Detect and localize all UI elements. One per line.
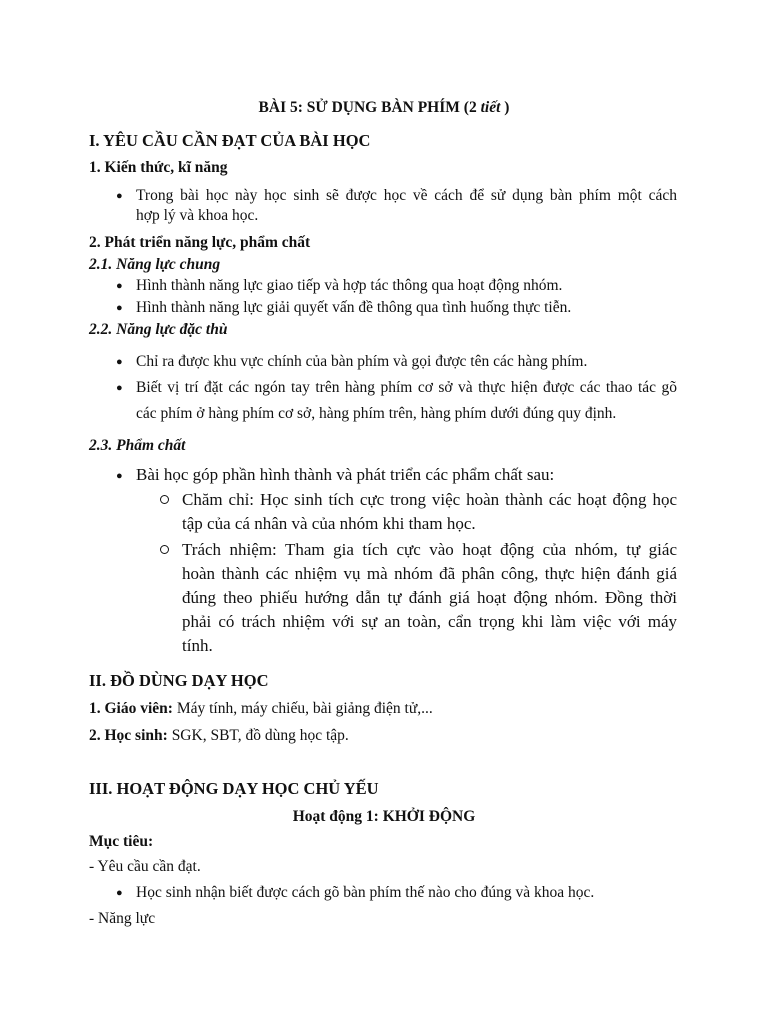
student-materials: [89, 726, 349, 746]
diligence-line1: Chăm chỉ: Học sinh tích cực trong việc hoàn thành các hoạt động học: [182, 490, 677, 509]
general-competency-heading: 2.1. Năng lực chung: [89, 256, 221, 273]
lesson-title: BÀI 5: SỬ DỤNG BÀN PHÍM (2 tiết ): [258, 99, 510, 116]
responsibility-line4: phải có trách nhiệm với sự an toàn, cẩn trọng khi làm việc với máy: [182, 612, 677, 631]
section-3-heading: III. HOẠT ĐỘNG DẠY HỌC CHỦ YẾU: [89, 779, 379, 798]
activity-1-heading: Hoạt động 1: KHỞI ĐỘNG: [292, 808, 476, 825]
bullet-icon: ●: [116, 887, 123, 899]
subsection-1-heading: 1. Kiến thức, kĩ năng: [89, 159, 228, 176]
objective-heading: Mục tiêu:: [89, 833, 154, 850]
requirement-line: - Yêu cầu cần đạt.: [89, 858, 201, 875]
requirement-item: Học sinh nhận biết được cách gõ bàn phím thế nào cho đúng và khoa học.: [136, 884, 595, 901]
responsibility-line3: đúng theo phiếu hướng dẫn tự đánh giá hoạt động nhóm. Đồng thời: [182, 588, 677, 607]
section-2-heading: II. ĐỒ DÙNG DẠY HỌC: [89, 671, 269, 690]
knowledge-text-line1: Trong bài học này học sinh sẽ được học về cách để sử dụng bàn phím một cách: [136, 187, 677, 204]
specific-competency-item-1: Chỉ ra được khu vực chính của bàn phím và gọi được tên các hàng phím.: [136, 353, 588, 370]
circle-bullet-icon: [160, 495, 169, 504]
bullet-icon: ●: [116, 470, 123, 482]
student-materials-value: SGK, SBT, đồ dùng học tập.: [171, 727, 349, 744]
responsibility-line5: tính.: [182, 636, 213, 655]
general-competency-item-1: Hình thành năng lực giao tiếp và hợp tác thông qua hoạt động nhóm.: [136, 277, 563, 294]
specific-competency-item-2-line1: Biết vị trí đặt các ngón tay trên hàng phím cơ sở và thực hiện được các thao tác gõ: [136, 379, 677, 396]
bullet-icon: ●: [116, 356, 123, 368]
responsibility-line2: hoàn thành các nhiệm vụ mà nhóm đã phân công, thực hiện đánh giá: [182, 564, 677, 583]
teacher-label: 1. Giáo viên:: [89, 700, 173, 717]
general-competency-item-2: Hình thành năng lực giải quyết vấn đề thông qua tình huống thực tiễn.: [136, 299, 572, 316]
circle-bullet-icon: [160, 545, 169, 554]
qualities-heading: 2.3. Phẩm chất: [89, 437, 186, 454]
bullet-icon: ●: [116, 190, 123, 202]
competency-line: - Năng lực: [89, 910, 156, 927]
teacher-materials-value: Máy tính, máy chiếu, bài giảng điện tử,...: [176, 700, 433, 717]
knowledge-text-line2: hợp lý và khoa học.: [136, 207, 259, 224]
specific-competency-heading: 2.2. Năng lực đặc thù: [89, 321, 228, 338]
qualities-item: Bài học góp phần hình thành và phát triển các phẩm chất sau:: [136, 465, 555, 484]
section-1-heading: I. YÊU CẦU CẦN ĐẠT CỦA BÀI HỌC: [89, 131, 371, 150]
bullet-icon: ●: [116, 302, 123, 314]
diligence-line2: tập của cá nhân và của nhóm khi tham học.: [182, 514, 476, 533]
bullet-icon: ●: [116, 280, 123, 292]
bullet-icon: ●: [116, 382, 123, 394]
teacher-materials: [89, 699, 433, 719]
subsection-2-heading: 2. Phát triển năng lực, phẩm chất: [89, 234, 311, 251]
specific-competency-item-2-line2: các phím ở hàng phím cơ sở, hàng phím trên, hàng phím dưới đúng quy định.: [136, 405, 617, 422]
student-label: 2. Học sinh:: [89, 727, 168, 744]
responsibility-line1: Trách nhiệm: Tham gia tích cực vào hoạt động của nhóm, tự giác: [182, 540, 677, 559]
